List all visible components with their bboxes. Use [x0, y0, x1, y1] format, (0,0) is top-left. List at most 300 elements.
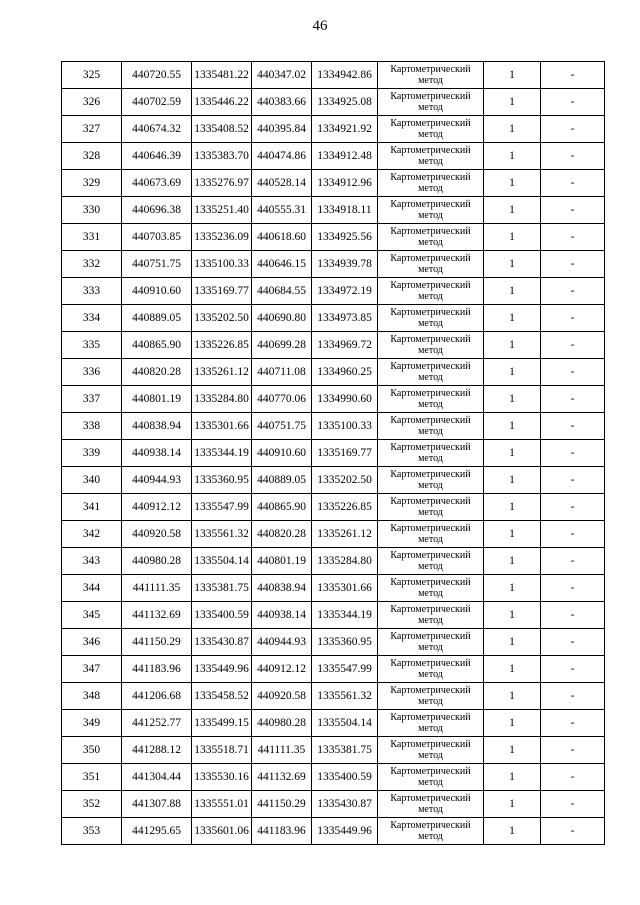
cell-y-coordinate: 1335518.71 [192, 737, 252, 764]
cell-point-number: 332 [62, 251, 122, 278]
table-row [62, 818, 605, 845]
method-label-line1: Картометрический [390, 91, 471, 102]
cell-method [378, 764, 484, 791]
table-row [62, 602, 605, 629]
cell-x-coordinate-prev: 440912.12 [252, 656, 312, 683]
method-label-line1: Картометрический [390, 172, 471, 183]
cell-x-coordinate: 440703.85 [122, 224, 192, 251]
cell-y-coordinate: 1335276.97 [192, 170, 252, 197]
cell-point-number: 328 [62, 143, 122, 170]
cell-note: - [541, 224, 605, 251]
cell-point-number: 339 [62, 440, 122, 467]
table-row [62, 521, 605, 548]
cell-x-coordinate: 441150.29 [122, 629, 192, 656]
cell-y-coordinate: 1335400.59 [192, 602, 252, 629]
method-label-line1: Картометрический [390, 685, 471, 696]
cell-x-coordinate: 441252.77 [122, 710, 192, 737]
table-row [62, 548, 605, 575]
cell-x-coordinate: 440912.12 [122, 494, 192, 521]
method-label-line1: Картометрический [390, 64, 471, 75]
cell-y-coordinate: 1335430.87 [192, 629, 252, 656]
cell-point-number: 341 [62, 494, 122, 521]
cell-y-coordinate: 1335169.77 [192, 278, 252, 305]
cell-method [378, 62, 484, 89]
cell-y-coordinate: 1335261.12 [192, 359, 252, 386]
cell-y-coordinate-prev: 1334939.78 [312, 251, 378, 278]
cell-point-number: 347 [62, 656, 122, 683]
method-label-line1: Картометрический [390, 604, 471, 615]
cell-y-coordinate: 1335449.96 [192, 656, 252, 683]
cell-note: - [541, 737, 605, 764]
cell-count: 1 [484, 764, 541, 791]
table-row [62, 710, 605, 737]
cell-x-coordinate: 441304.44 [122, 764, 192, 791]
cell-y-coordinate: 1335408.52 [192, 116, 252, 143]
cell-note: - [541, 575, 605, 602]
cell-count: 1 [484, 62, 541, 89]
cell-method [378, 278, 484, 305]
cell-point-number: 344 [62, 575, 122, 602]
cell-count: 1 [484, 143, 541, 170]
cell-y-coordinate-prev: 1334990.60 [312, 386, 378, 413]
table-row [62, 116, 605, 143]
cell-y-coordinate: 1335551.01 [192, 791, 252, 818]
cell-x-coordinate: 440673.69 [122, 170, 192, 197]
cell-y-coordinate-prev: 1334921.92 [312, 116, 378, 143]
cell-method [378, 305, 484, 332]
cell-y-coordinate-prev: 1335504.14 [312, 710, 378, 737]
method-label-line2: метод [418, 723, 443, 734]
cell-point-number: 326 [62, 89, 122, 116]
table-row [62, 305, 605, 332]
cell-y-coordinate: 1335601.06 [192, 818, 252, 845]
method-label-line2: метод [418, 291, 443, 302]
cell-point-number: 325 [62, 62, 122, 89]
cell-method [378, 170, 484, 197]
cell-x-coordinate-prev: 440820.28 [252, 521, 312, 548]
cell-count: 1 [484, 656, 541, 683]
method-label-line1: Картометрический [390, 496, 471, 507]
cell-x-coordinate-prev: 440383.66 [252, 89, 312, 116]
cell-count: 1 [484, 359, 541, 386]
cell-x-coordinate: 441288.12 [122, 737, 192, 764]
cell-y-coordinate: 1335504.14 [192, 548, 252, 575]
coordinates-table [61, 61, 605, 845]
cell-count: 1 [484, 791, 541, 818]
cell-x-coordinate: 440751.75 [122, 251, 192, 278]
cell-x-coordinate-prev: 440528.14 [252, 170, 312, 197]
cell-y-coordinate-prev: 1334925.08 [312, 89, 378, 116]
cell-y-coordinate-prev: 1335261.12 [312, 521, 378, 548]
cell-method [378, 683, 484, 710]
cell-x-coordinate: 440910.60 [122, 278, 192, 305]
cell-count: 1 [484, 548, 541, 575]
cell-y-coordinate: 1335383.70 [192, 143, 252, 170]
table-row [62, 440, 605, 467]
cell-point-number: 331 [62, 224, 122, 251]
cell-note: - [541, 305, 605, 332]
cell-note: - [541, 359, 605, 386]
cell-point-number: 352 [62, 791, 122, 818]
method-label-line1: Картометрический [390, 199, 471, 210]
method-label-line2: метод [418, 534, 443, 545]
method-label-line2: метод [418, 129, 443, 140]
table-row [62, 656, 605, 683]
cell-y-coordinate: 1335100.33 [192, 251, 252, 278]
cell-method [378, 494, 484, 521]
cell-x-coordinate-prev: 440838.94 [252, 575, 312, 602]
cell-point-number: 330 [62, 197, 122, 224]
cell-y-coordinate-prev: 1334973.85 [312, 305, 378, 332]
cell-x-coordinate: 441307.88 [122, 791, 192, 818]
method-label-line2: метод [418, 669, 443, 680]
cell-note: - [541, 791, 605, 818]
cell-method [378, 251, 484, 278]
table-row [62, 791, 605, 818]
cell-method [378, 548, 484, 575]
method-label-line2: метод [418, 561, 443, 572]
cell-x-coordinate-prev: 440770.06 [252, 386, 312, 413]
cell-note: - [541, 143, 605, 170]
cell-x-coordinate-prev: 441150.29 [252, 791, 312, 818]
cell-count: 1 [484, 629, 541, 656]
table-row [62, 143, 605, 170]
cell-count: 1 [484, 89, 541, 116]
method-label-line2: метод [418, 642, 443, 653]
cell-y-coordinate: 1335530.16 [192, 764, 252, 791]
cell-y-coordinate-prev: 1334960.25 [312, 359, 378, 386]
method-label-line2: метод [418, 372, 443, 383]
method-label-line2: метод [418, 345, 443, 356]
cell-method [378, 467, 484, 494]
cell-x-coordinate-prev: 440910.60 [252, 440, 312, 467]
cell-note: - [541, 332, 605, 359]
cell-x-coordinate-prev: 440801.19 [252, 548, 312, 575]
cell-method [378, 197, 484, 224]
method-label-line1: Картометрический [390, 253, 471, 264]
method-label-line2: метод [418, 264, 443, 275]
cell-x-coordinate-prev: 440395.84 [252, 116, 312, 143]
cell-y-coordinate-prev: 1335547.99 [312, 656, 378, 683]
table-row [62, 629, 605, 656]
cell-note: - [541, 683, 605, 710]
cell-count: 1 [484, 683, 541, 710]
cell-method [378, 575, 484, 602]
cell-count: 1 [484, 818, 541, 845]
method-label-line2: метод [418, 102, 443, 113]
table-row [62, 224, 605, 251]
method-label-line2: метод [418, 507, 443, 518]
cell-count: 1 [484, 494, 541, 521]
cell-method [378, 440, 484, 467]
table-row [62, 386, 605, 413]
table-row [62, 197, 605, 224]
method-label-line1: Картометрический [390, 118, 471, 129]
method-label-line2: метод [418, 588, 443, 599]
cell-x-coordinate-prev: 440711.08 [252, 359, 312, 386]
cell-y-coordinate: 1335381.75 [192, 575, 252, 602]
cell-x-coordinate: 440702.59 [122, 89, 192, 116]
table-row [62, 467, 605, 494]
cell-y-coordinate: 1335202.50 [192, 305, 252, 332]
method-label-line2: метод [418, 183, 443, 194]
cell-point-number: 327 [62, 116, 122, 143]
cell-note: - [541, 710, 605, 737]
method-label-line2: метод [418, 696, 443, 707]
cell-method [378, 332, 484, 359]
cell-x-coordinate-prev: 440920.58 [252, 683, 312, 710]
cell-point-number: 334 [62, 305, 122, 332]
cell-method [378, 413, 484, 440]
method-label-line1: Картометрический [390, 712, 471, 723]
cell-y-coordinate-prev: 1335301.66 [312, 575, 378, 602]
cell-method [378, 224, 484, 251]
cell-note: - [541, 602, 605, 629]
cell-y-coordinate: 1335499.15 [192, 710, 252, 737]
cell-method [378, 143, 484, 170]
cell-count: 1 [484, 332, 541, 359]
cell-point-number: 342 [62, 521, 122, 548]
method-label-line1: Картометрический [390, 550, 471, 561]
cell-x-coordinate: 441206.68 [122, 683, 192, 710]
cell-method [378, 818, 484, 845]
cell-point-number: 329 [62, 170, 122, 197]
method-label-line1: Картометрический [390, 577, 471, 588]
cell-count: 1 [484, 602, 541, 629]
cell-method [378, 89, 484, 116]
cell-note: - [541, 386, 605, 413]
cell-count: 1 [484, 386, 541, 413]
cell-y-coordinate-prev: 1335400.59 [312, 764, 378, 791]
method-label-line1: Картометрический [390, 793, 471, 804]
table-row [62, 332, 605, 359]
cell-count: 1 [484, 251, 541, 278]
cell-note: - [541, 818, 605, 845]
cell-y-coordinate-prev: 1334912.96 [312, 170, 378, 197]
cell-point-number: 351 [62, 764, 122, 791]
cell-y-coordinate: 1335251.40 [192, 197, 252, 224]
table-body [62, 62, 605, 845]
method-label-line1: Картометрический [390, 766, 471, 777]
cell-y-coordinate-prev: 1335360.95 [312, 629, 378, 656]
cell-count: 1 [484, 305, 541, 332]
method-label-line1: Картометрический [390, 334, 471, 345]
cell-x-coordinate-prev: 440699.28 [252, 332, 312, 359]
cell-method [378, 521, 484, 548]
cell-x-coordinate-prev: 440646.15 [252, 251, 312, 278]
method-label-line2: метод [418, 210, 443, 221]
cell-note: - [541, 197, 605, 224]
cell-x-coordinate: 440938.14 [122, 440, 192, 467]
cell-x-coordinate: 440720.55 [122, 62, 192, 89]
cell-x-coordinate: 440889.05 [122, 305, 192, 332]
cell-count: 1 [484, 575, 541, 602]
table-row [62, 413, 605, 440]
cell-note: - [541, 494, 605, 521]
cell-y-coordinate: 1335344.19 [192, 440, 252, 467]
cell-x-coordinate: 441111.35 [122, 575, 192, 602]
cell-count: 1 [484, 440, 541, 467]
cell-method [378, 656, 484, 683]
table-row [62, 494, 605, 521]
cell-note: - [541, 467, 605, 494]
cell-y-coordinate-prev: 1335202.50 [312, 467, 378, 494]
cell-note: - [541, 629, 605, 656]
page-number: 46 [312, 18, 328, 34]
table-row [62, 89, 605, 116]
cell-x-coordinate: 441295.65 [122, 818, 192, 845]
cell-method [378, 359, 484, 386]
cell-x-coordinate: 440801.19 [122, 386, 192, 413]
cell-x-coordinate-prev: 440865.90 [252, 494, 312, 521]
table-row [62, 575, 605, 602]
cell-y-coordinate-prev: 1334969.72 [312, 332, 378, 359]
method-label-line1: Картометрический [390, 523, 471, 534]
cell-x-coordinate: 441183.96 [122, 656, 192, 683]
cell-note: - [541, 440, 605, 467]
cell-y-coordinate-prev: 1335430.87 [312, 791, 378, 818]
cell-note: - [541, 89, 605, 116]
cell-method [378, 386, 484, 413]
cell-point-number: 338 [62, 413, 122, 440]
cell-count: 1 [484, 170, 541, 197]
cell-note: - [541, 62, 605, 89]
cell-count: 1 [484, 116, 541, 143]
cell-y-coordinate-prev: 1334918.11 [312, 197, 378, 224]
cell-y-coordinate-prev: 1335561.32 [312, 683, 378, 710]
cell-y-coordinate-prev: 1335449.96 [312, 818, 378, 845]
cell-y-coordinate-prev: 1335226.85 [312, 494, 378, 521]
cell-x-coordinate-prev: 440980.28 [252, 710, 312, 737]
cell-note: - [541, 548, 605, 575]
cell-x-coordinate: 440646.39 [122, 143, 192, 170]
cell-point-number: 348 [62, 683, 122, 710]
cell-method [378, 629, 484, 656]
cell-point-number: 335 [62, 332, 122, 359]
cell-x-coordinate-prev: 440618.60 [252, 224, 312, 251]
method-label-line1: Картометрический [390, 631, 471, 642]
table-row [62, 62, 605, 89]
cell-x-coordinate-prev: 441111.35 [252, 737, 312, 764]
cell-point-number: 353 [62, 818, 122, 845]
method-label-line1: Картометрический [390, 415, 471, 426]
method-label-line1: Картометрический [390, 820, 471, 831]
method-label-line2: метод [418, 804, 443, 815]
cell-y-coordinate: 1335547.99 [192, 494, 252, 521]
cell-y-coordinate-prev: 1334925.56 [312, 224, 378, 251]
method-label-line2: метод [418, 156, 443, 167]
cell-y-coordinate: 1335236.09 [192, 224, 252, 251]
cell-y-coordinate-prev: 1335169.77 [312, 440, 378, 467]
cell-y-coordinate-prev: 1335381.75 [312, 737, 378, 764]
table-row [62, 737, 605, 764]
cell-note: - [541, 278, 605, 305]
method-label-line1: Картометрический [390, 361, 471, 372]
table-row [62, 278, 605, 305]
cell-y-coordinate: 1335458.52 [192, 683, 252, 710]
cell-count: 1 [484, 521, 541, 548]
cell-note: - [541, 521, 605, 548]
cell-point-number: 333 [62, 278, 122, 305]
cell-x-coordinate: 441132.69 [122, 602, 192, 629]
cell-y-coordinate-prev: 1334942.86 [312, 62, 378, 89]
cell-y-coordinate-prev: 1334972.19 [312, 278, 378, 305]
cell-x-coordinate-prev: 440474.86 [252, 143, 312, 170]
cell-y-coordinate: 1335481.22 [192, 62, 252, 89]
method-label-line1: Картометрический [390, 658, 471, 669]
cell-x-coordinate: 440865.90 [122, 332, 192, 359]
cell-point-number: 340 [62, 467, 122, 494]
table-row [62, 764, 605, 791]
method-label-line1: Картометрический [390, 307, 471, 318]
cell-method [378, 737, 484, 764]
cell-y-coordinate-prev: 1334912.48 [312, 143, 378, 170]
cell-count: 1 [484, 413, 541, 440]
method-label-line1: Картометрический [390, 469, 471, 480]
method-label-line1: Картометрический [390, 280, 471, 291]
method-label-line2: метод [418, 453, 443, 464]
method-label-line1: Картометрический [390, 739, 471, 750]
cell-count: 1 [484, 710, 541, 737]
method-label-line2: метод [418, 480, 443, 491]
cell-x-coordinate-prev: 440690.80 [252, 305, 312, 332]
method-label-line1: Картометрический [390, 388, 471, 399]
cell-note: - [541, 413, 605, 440]
cell-point-number: 346 [62, 629, 122, 656]
cell-point-number: 349 [62, 710, 122, 737]
method-label-line2: метод [418, 318, 443, 329]
cell-y-coordinate: 1335284.80 [192, 386, 252, 413]
cell-method [378, 116, 484, 143]
cell-note: - [541, 116, 605, 143]
cell-point-number: 336 [62, 359, 122, 386]
cell-x-coordinate: 440944.93 [122, 467, 192, 494]
cell-y-coordinate: 1335360.95 [192, 467, 252, 494]
cell-point-number: 350 [62, 737, 122, 764]
cell-y-coordinate-prev: 1335100.33 [312, 413, 378, 440]
method-label-line2: метод [418, 237, 443, 248]
cell-count: 1 [484, 737, 541, 764]
cell-x-coordinate: 440696.38 [122, 197, 192, 224]
cell-x-coordinate: 440674.32 [122, 116, 192, 143]
method-label-line2: метод [418, 777, 443, 788]
cell-x-coordinate-prev: 441183.96 [252, 818, 312, 845]
cell-note: - [541, 251, 605, 278]
table-row [62, 170, 605, 197]
cell-method [378, 791, 484, 818]
cell-x-coordinate-prev: 440938.14 [252, 602, 312, 629]
method-label-line2: метод [418, 831, 443, 842]
cell-x-coordinate: 440920.58 [122, 521, 192, 548]
cell-method [378, 710, 484, 737]
cell-x-coordinate-prev: 440944.93 [252, 629, 312, 656]
cell-x-coordinate-prev: 440889.05 [252, 467, 312, 494]
cell-x-coordinate-prev: 440684.55 [252, 278, 312, 305]
cell-x-coordinate-prev: 441132.69 [252, 764, 312, 791]
cell-count: 1 [484, 224, 541, 251]
cell-note: - [541, 170, 605, 197]
table-row [62, 251, 605, 278]
cell-point-number: 345 [62, 602, 122, 629]
table-row [62, 359, 605, 386]
cell-y-coordinate: 1335226.85 [192, 332, 252, 359]
cell-x-coordinate-prev: 440555.31 [252, 197, 312, 224]
cell-y-coordinate: 1335561.32 [192, 521, 252, 548]
cell-point-number: 343 [62, 548, 122, 575]
cell-x-coordinate: 440838.94 [122, 413, 192, 440]
cell-x-coordinate: 440980.28 [122, 548, 192, 575]
method-label-line2: метод [418, 615, 443, 626]
